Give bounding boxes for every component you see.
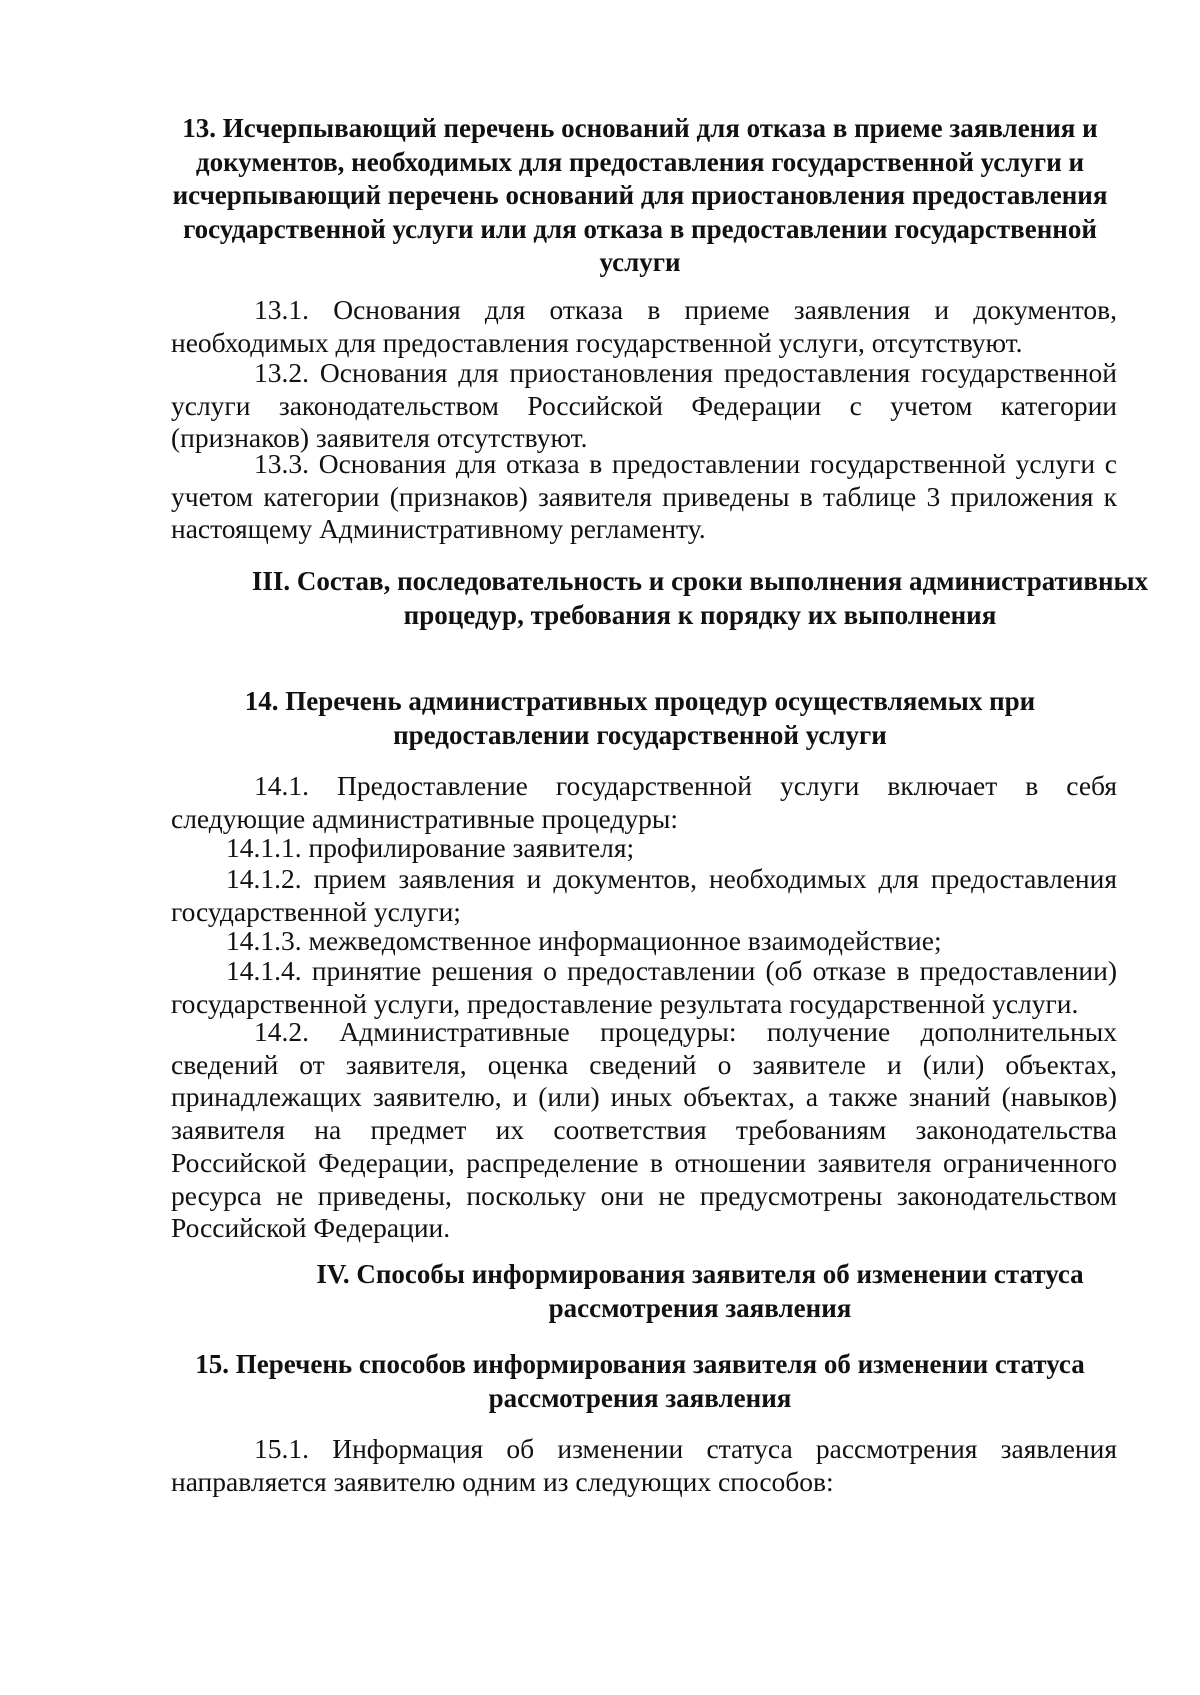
paragraph-14-1-2: 14.1.2. прием заявления и документов, необходимых для предоставления государственной услуги;: [171, 863, 1117, 927]
paragraph-14-2: 14.2. Административные процедуры: получение дополнительных сведений от заявителя, оценка сведений о заявителе и (или) объектах, принадлежащих заявителю, и (или) иных объектах, а также знаний (навыков) заявителя на предмет их соответствия требованиям законодательства Российской Федерации, распределение в отношении заявителя ограниченного ресурса не приведены, поскольку они не предусмотрены законодательством Российской Федерации.: [171, 1016, 1117, 1244]
chapter-4-heading: IV. Способы информирования заявителя об изменении статуса рассмотрения заявления: [316, 1259, 1084, 1323]
paragraph-14-1-1: 14.1.1. профилирование заявителя;: [226, 832, 635, 863]
paragraph-14-1-4: 14.1.4. принятие решения о предоставлении (об отказе в предоставлении) государственной услуги, предоставление результата государственной услуги.: [171, 955, 1117, 1019]
paragraph-14-1-3: 14.1.3. межведомственное информационное взаимодействие;: [226, 925, 942, 956]
paragraph-13-3: 13.3. Основания для отказа в предоставлении государственной услуги с учетом категории (признаков) заявителя приведены в таблице 3 приложения к настоящему Административному регламенту.: [171, 448, 1117, 545]
paragraph-15-1: 15.1. Информация об изменении статуса рассмотрения заявления направляется заявителю одним из следующих способов:: [171, 1433, 1117, 1497]
section-14-heading: 14. Перечень административных процедур осуществляемых при предоставлении государственной услуги: [244, 686, 1036, 750]
paragraph-13-1: 13.1. Основания для отказа в приеме заявления и документов, необходимых для предоставления государственной услуги, отсутствуют.: [171, 294, 1117, 358]
chapter-3-heading: III. Состав, последовательность и сроки выполнения административных процедур, требования к порядку их выполнения: [251, 566, 1149, 630]
paragraph-14-1: 14.1. Предоставление государственной услуги включает в себя следующие административные процедуры:: [171, 770, 1117, 834]
paragraph-13-2: 13.2. Основания для приостановления предоставления государственной услуги законодательством Российской Федерации с учетом категории (признаков) заявителя отсутствуют.: [171, 357, 1117, 454]
section-13-heading: 13. Исчерпывающий перечень оснований для отказа в приеме заявления и документов, необходимых для предоставления государственной услуги и исчерпывающий перечень оснований для приостановления предоставления государственной услуги или для отказа в предоставлении государственной услуги: [172, 113, 1108, 277]
section-15-heading: 15. Перечень способов информирования заявителя об изменении статуса рассмотрения заявления: [195, 1349, 1085, 1413]
